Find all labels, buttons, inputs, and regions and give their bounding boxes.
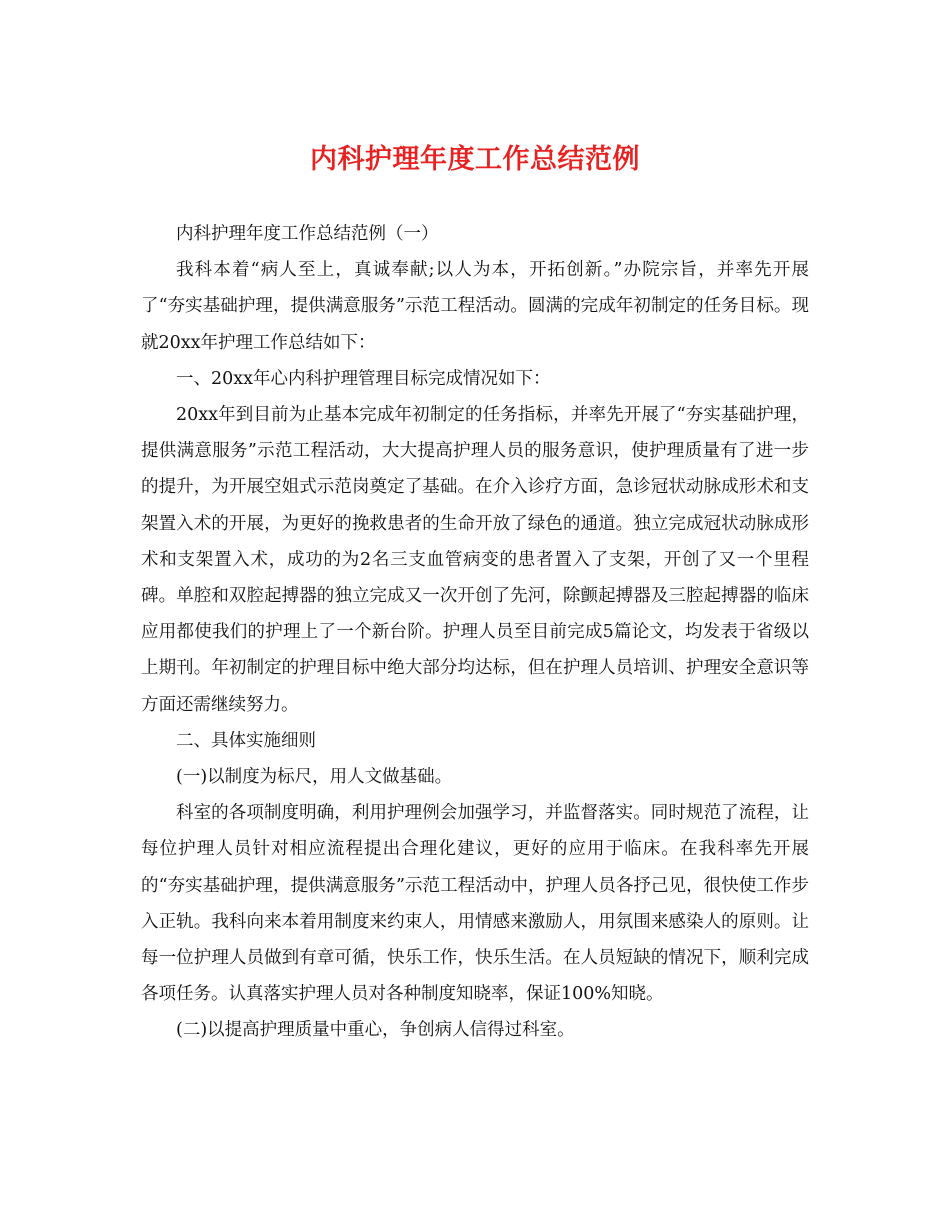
section-heading-1: 一、20xx年心内科护理管理目标完成情况如下： — [176, 368, 551, 389]
subsection-heading-1: (一)以制度为标尺，用人文做基础。 — [176, 767, 453, 788]
subtitle-paragraph: 内科护理年度工作总结范例（一） — [176, 224, 439, 244]
body-paragraph-2: 科室的各项制度明确，利用护理例会加强学习，并监督落实。同时规范了流程，让每位护理人员针对相应流程提出合理化建议，更好的应用于临床。在我科率先开展的“夯实基础护理，提供满意服务”示范工程活动中，护理人员各抒己见，很快使工作步入正轨。我科向来本着用制度来约束人，用情感来激励人，用氛围来感染人的原则。让每一位护理人员做到有章可循，快乐工作，快乐生活。在人员短缺的情况下，顺利完成各项任务。认真落实护理人员对各种制度知晓率，保证100%知晓。 — [141, 803, 809, 1005]
section-heading-2: 二、具体实施细则 — [176, 730, 316, 751]
subsection-heading-2: (二)以提高护理质量中重心，争创病人信得过科室。 — [176, 1020, 575, 1041]
document-body — [141, 216, 809, 1049]
intro-paragraph: 我科本着“病人至上，真诚奉献;以人为本，开拓创新。”办院宗旨，并率先开展了“夯实基础护理，提供满意服务”示范工程活动。圆满的完成年初制定的任务目标。现就20xx年护理工作总结如下： — [141, 260, 809, 353]
document-title: 内科护理年度工作总结范例 — [310, 144, 640, 175]
body-paragraph-1: 20xx年到目前为止基本完成年初制定的任务指标，并率先开展了“夯实基础护理，提供满意服务”示范工程活动，大大提高护理人员的服务意识，使护理质量有了进一步的提升，为开展空姐式示范岗奠定了基础。在介入诊疗方面，急诊冠状动脉成形术和支架置入术的开展，为更好的挽救患者的生命开放了绿色的通道。独立完成冠状动脉成形术和支架置入术，成功的为2名三支血管病变的患者置入了支架，开创了又一个里程碑。单腔和双腔起搏器的独立完成又一次开创了先河，除颤起搏器及三腔起搏器的临床应用都使我们的护理上了一个新台阶。护理人员至目前完成5篇论文，均发表于省级以上期刊。年初制定的护理目标中绝大部分均达标，但在护理人员培训、护理安全意识等方面还需继续努力。 — [141, 405, 809, 715]
